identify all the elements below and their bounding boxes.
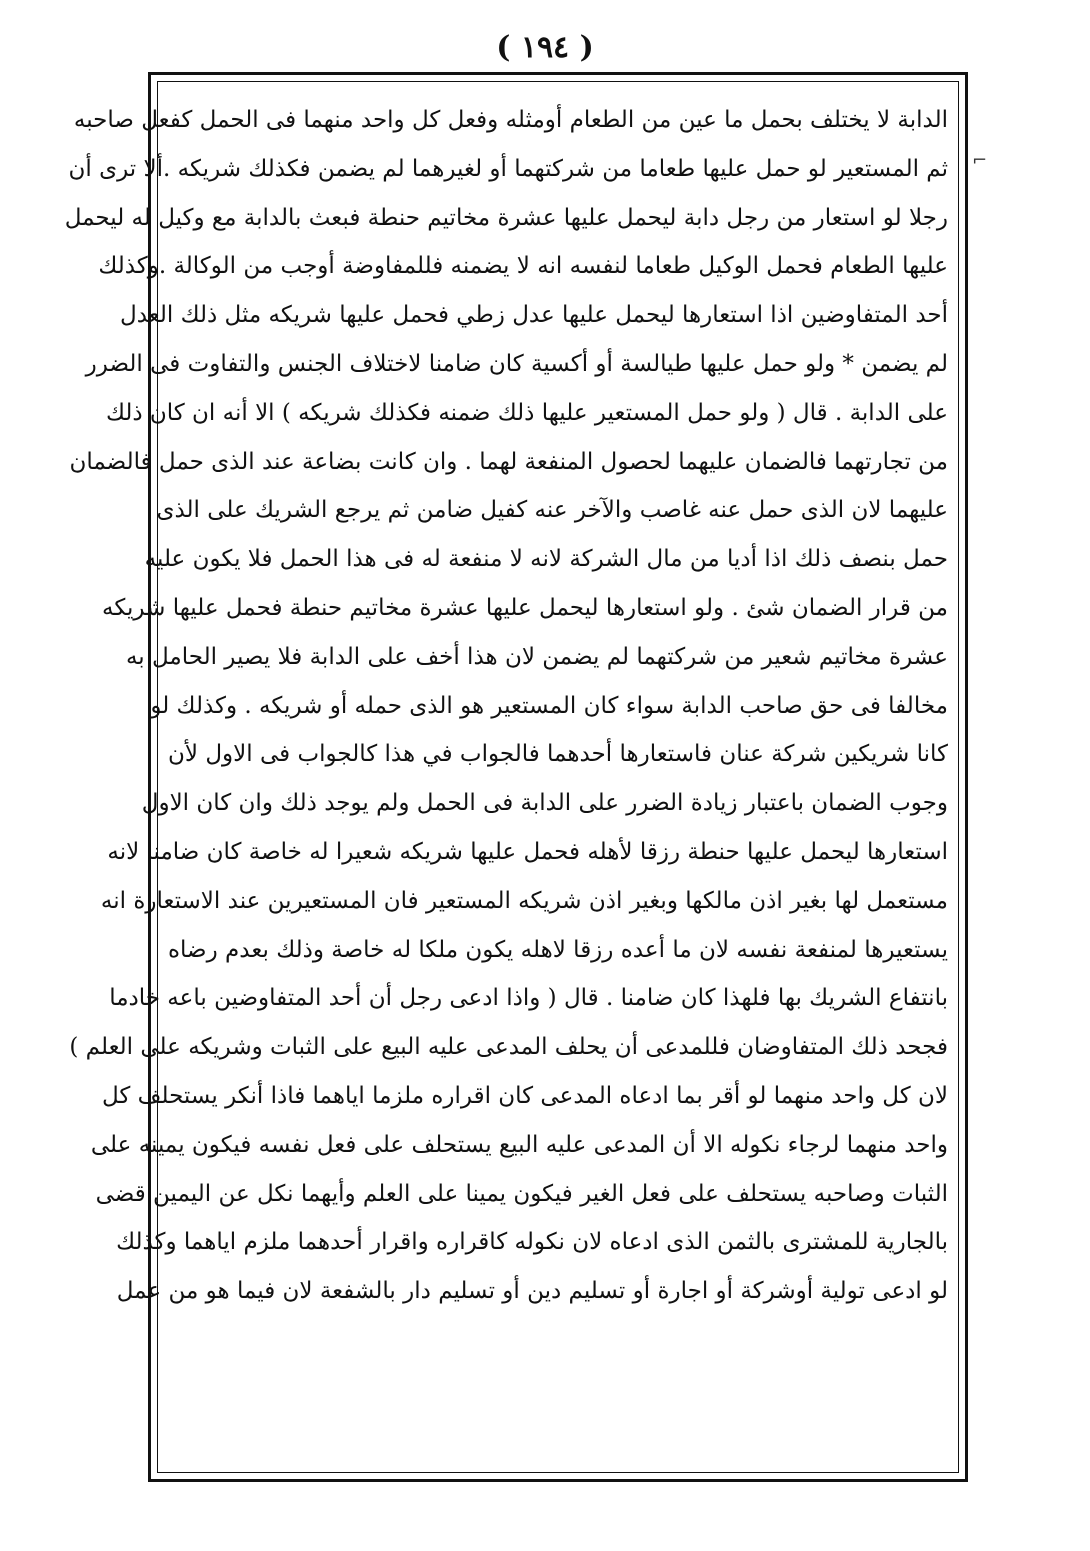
text-line: لم يضمن * ولو حمل عليها طيالسة أو أكسية كان ضامنا لاختلاف الجنس والتفاوت فى الضرر bbox=[85, 350, 948, 377]
page-frame-inner bbox=[64, 81, 959, 1473]
margin-mark: ⌐ bbox=[972, 150, 988, 171]
text-line: مستعمل لها بغير اذن مالكها وبغير اذن شريكه المستعير فان المستعيرين عند الاستعارة انه bbox=[100, 887, 948, 914]
text-line: ثم المستعير لو حمل عليها طعاما من شركتهما أو لغيرهما لم يضمن فكذلك شريكه .ألا ترى أن bbox=[68, 155, 948, 182]
text-line: وجوب الضمان باعتبار زيادة الضرر على الدابة فى الحمل ولم يوجد ذلك وان كان الاول bbox=[141, 790, 948, 817]
text-line: من قرار الضمان شئ . ولو استعارها ليحمل عليها عشرة مخاتيم حنطة فحمل عليها شريكه bbox=[101, 594, 948, 621]
text-line: استعارها ليحمل عليها حنطة رزقا لأهله فحمل عليها شريكه شعيرا له خاصة كان ضامنا لانه bbox=[107, 838, 948, 865]
text-line: حمل بنصف ذلك اذا أديا من مال الشركة لانه لا منفعة له فى هذا الحمل فلا يكون عليه bbox=[144, 546, 948, 573]
text-line: عشرة مخاتيم شعير من شركتهما لم يضمن لان هذا أخف على الدابة فلا يصير الحامل به bbox=[125, 643, 948, 670]
text-line: مخالفا فى حق صاحب الدابة سواء كان المستعير هو الذى حمله أو شريكه . وكذلك لو bbox=[150, 692, 948, 719]
text-line: لو ادعى تولية أوشركة أو اجارة أو تسليم دين أو تسليم دار بالشفعة لان فيما هو من عمل bbox=[116, 1278, 948, 1305]
text-line: واحد منهما لرجاء نكوله الا أن المدعى عليه البيع يستحلف على فعل نفسه فيكون يمينه على bbox=[90, 1131, 948, 1158]
text-line: يستعيرها لمنفعة نفسه لان ما أعده رزقا لاهله يكون ملكا له خاصة وذلك بعدم رضاه bbox=[168, 936, 948, 963]
text-line: بالجارية للمشترى بالثمن الذى ادعاه لان نكوله كاقراره واقرار أحدهما ملزم اياهما وكذلك bbox=[116, 1229, 948, 1256]
text-line: أحد المتفاوضين اذا استعارها ليحمل عليها عدل زطي فحمل عليها شريكه مثل ذلك العدل bbox=[120, 302, 948, 329]
text-line: بانتفاع الشريك بها فلهذا كان ضامنا . قال ( واذا ادعى رجل أن أحد المتفاوضين باعه خادما bbox=[109, 985, 948, 1012]
text-body bbox=[64, 96, 948, 1316]
text-line: الدابة لا يختلف بحمل ما عين من الطعام أومثله وفعل كل واحد منهما فى الحمل كفعل صاحبه bbox=[73, 107, 948, 133]
text-line: من تجارتهما فالضمان عليهما لحصول المنفعة لهما . وان كانت بضاعة عند الذى حمل فالضمان bbox=[69, 448, 948, 475]
text-line: كانا شريكين شركة عنان فاستعارها أحدهما فالجواب في هذا كالجواب فى الاول لأن bbox=[168, 741, 948, 768]
text-line: رجلا لو استعار من رجل دابة ليحمل عليها عشرة مخاتيم حنطة فبعث بالدابة مع وكيل له ليحمل bbox=[64, 204, 948, 231]
text-line: على الدابة . قال ( ولو حمل المستعير عليها ذلك ضمنه فكذلك شريكه ) الا أنه ان كان ذلك bbox=[105, 399, 948, 426]
page-frame bbox=[64, 72, 968, 1482]
text-line: عليها الطعام فحمل الوكيل طعاما لنفسه انه لا يضمنه فللمفاوضة أوجب من الوكالة .وكذلك bbox=[98, 253, 948, 280]
text-line: فجحد ذلك المتفاوضان فللمدعى أن يحلف المدعى عليه البيع على الثبات وشريكه على العلم ) bbox=[69, 1034, 948, 1061]
text-line: عليهما لان الذى حمل عنه غاصب والآخر عنه كفيل ضامن ثم يرجع الشريك على الذى bbox=[156, 497, 948, 524]
text-line: الثبات وصاحبه يستحلف على فعل الغير فيكون يمينا على العلم وأيهما نكل عن اليمين قضى bbox=[95, 1180, 948, 1207]
page-number: ( ١٩٤ ) bbox=[496, 30, 594, 65]
text-line: لان كل واحد منهما لو أقر بما ادعاه المدعى كان اقراره ملزما اياهما فاذا أنكر يستحلف كل bbox=[101, 1082, 948, 1109]
